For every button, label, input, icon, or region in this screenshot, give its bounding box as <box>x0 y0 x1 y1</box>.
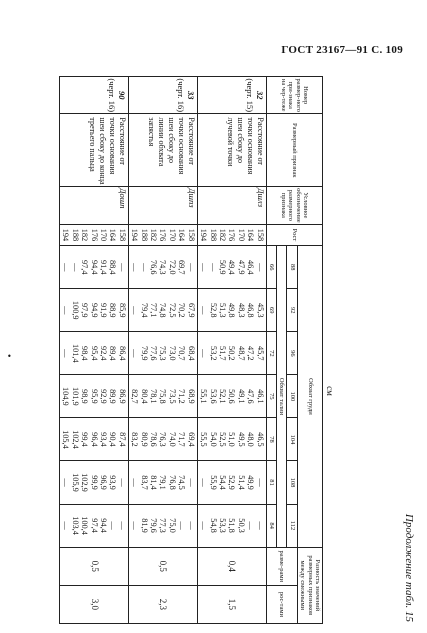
measurement-value: 95,9 <box>89 389 99 404</box>
measurement-value: 103,4 <box>70 516 80 535</box>
col-header-difference: Разность значений размерных признаков между смежными <box>297 547 322 623</box>
measurement-value: 46,1 <box>255 389 265 404</box>
feature-symbol: Дшпз <box>128 187 197 224</box>
height-values <box>197 224 266 246</box>
measurement-value: 51,8 <box>227 518 237 533</box>
difference-heights: 3,0 <box>60 585 129 623</box>
measurement-value: 73,0 <box>167 346 177 361</box>
measurement-value: 54,8 <box>208 518 218 533</box>
height-value: 158 <box>117 228 127 242</box>
measurement-value: 74,5 <box>177 475 187 490</box>
measurement-value: 96,9 <box>99 475 109 490</box>
measurement-value: — <box>255 478 265 487</box>
measurement-value: 97,9 <box>80 302 90 318</box>
measurement-value: 73,5 <box>167 389 177 404</box>
measurement-value: — <box>108 521 118 530</box>
measurement-value: 78,1 <box>149 389 159 404</box>
feature-number <box>197 77 266 114</box>
measurement-value: 100,4 <box>80 516 90 535</box>
measurement-value: — <box>130 521 140 530</box>
measurement-column <box>128 504 197 547</box>
measurement-value: 49,5 <box>236 432 246 447</box>
col-header-chest: Обхват груди <box>297 246 322 547</box>
measurement-column <box>128 246 197 289</box>
measurement-value: 71,2 <box>177 389 187 404</box>
measurement-value: 55,9 <box>208 475 218 490</box>
height-value: 170 <box>167 228 177 242</box>
measurement-value: — <box>130 263 140 272</box>
measurement-value: 98,9 <box>80 389 90 404</box>
measurement-value: 80,9 <box>139 432 149 447</box>
measurement-value: 46,8 <box>246 302 256 318</box>
measurement-value: 76,3 <box>158 432 168 447</box>
chest-value: 92 <box>287 289 297 332</box>
measurement-value: 86,4 <box>117 346 127 361</box>
rotated-table-sheet <box>59 76 415 624</box>
measurement-column <box>128 332 197 375</box>
measurement-value: — <box>208 263 218 272</box>
measurement-value: 76,6 <box>149 260 159 275</box>
measurement-value: 101,9 <box>70 387 80 406</box>
measurement-value: 97,4 <box>89 518 99 533</box>
difference-heights: 2,3 <box>128 585 197 623</box>
measurement-value: 92,4 <box>99 346 109 361</box>
measurement-value: 79,1 <box>158 475 168 490</box>
measurement-column <box>60 332 129 375</box>
feature-symbol: Дошп <box>60 187 129 224</box>
measurement-value: 68,4 <box>186 346 196 361</box>
waist-value: 69 <box>266 289 276 332</box>
measurement-value: 77,6 <box>149 346 159 361</box>
height-value: 176 <box>89 228 99 242</box>
measurement-value: 101,4 <box>70 343 80 363</box>
measurement-value: — <box>61 521 71 530</box>
measurement-value: 74,0 <box>167 432 177 447</box>
height-value: 194 <box>130 228 140 242</box>
height-value: 164 <box>246 228 256 242</box>
measurement-value: 55,1 <box>199 389 209 404</box>
measurement-value: — <box>177 521 187 530</box>
measurement-value: 74,3 <box>158 260 168 275</box>
measurement-value: — <box>255 521 265 530</box>
feature-description: Расстояние от точки основания шеи сбоку до конца третьего пальца <box>60 114 129 187</box>
measurement-value: 72,0 <box>167 260 177 275</box>
measurement-value: 74,8 <box>158 302 168 318</box>
measurement-value: — <box>70 263 80 272</box>
measurement-value: 98,4 <box>80 346 90 361</box>
measurement-value: 88,9 <box>108 302 118 318</box>
col-header-number: Номер размер-ного при-знака на чер-теже <box>266 77 322 114</box>
measurement-value: 53,6 <box>208 389 218 404</box>
measurement-value: 105,4 <box>61 430 71 449</box>
measurement-value: — <box>61 349 71 358</box>
measurement-value: 67,9 <box>186 302 196 318</box>
measurement-value: — <box>130 306 140 315</box>
waist-value: 75 <box>266 375 276 418</box>
measurement-value: 49,4 <box>227 260 237 275</box>
measurement-column <box>197 418 266 461</box>
difference-sizes: 0,5 <box>60 547 129 585</box>
height-values <box>60 224 129 246</box>
chest-value: 108 <box>287 461 297 504</box>
measurement-value: 48,7 <box>236 346 246 361</box>
feature-description: Расстояние от точки основания шеи сбоку до лучевой точки <box>197 114 266 187</box>
measurement-value: — <box>186 521 196 530</box>
chest-value: 104 <box>287 418 297 461</box>
feature-description: Расстояние от точки основания шеи сбоку до линии обхвата запястья <box>128 114 197 187</box>
table-row <box>197 77 266 624</box>
measurement-value: 51,3 <box>217 302 227 318</box>
chest-value: 96 <box>287 332 297 375</box>
measurement-value: 75,3 <box>158 346 168 361</box>
measurement-value: — <box>186 263 196 272</box>
measurement-value: — <box>130 478 140 487</box>
height-values <box>128 224 197 246</box>
measurement-column <box>60 375 129 418</box>
measurement-value: 51,7 <box>217 346 227 361</box>
figure-reference: (черт. 15) <box>244 78 255 113</box>
measurement-column <box>128 461 197 504</box>
feature-number-value: 33 <box>185 90 196 100</box>
measurement-value: 54,4 <box>217 475 227 490</box>
measurement-value: 49,8 <box>227 302 237 318</box>
feature-number <box>60 77 129 114</box>
page-header: ГОСТ 23167—91 С. 109 <box>281 44 403 56</box>
measurement-value: 45,7 <box>255 346 265 361</box>
measurement-value: 75,0 <box>167 518 177 533</box>
measurement-value: 105,9 <box>70 473 80 492</box>
feature-symbol: Дшлз <box>197 187 266 224</box>
measurement-column <box>197 289 266 332</box>
measurement-value: — <box>199 349 209 358</box>
measurement-value: 46,5 <box>255 432 265 447</box>
measurement-value: 72,5 <box>167 302 177 318</box>
measurement-value: 97,4 <box>80 260 90 275</box>
measurement-column <box>197 461 266 504</box>
measurement-value: 104,9 <box>61 387 71 406</box>
measurement-value: 47,2 <box>246 346 256 361</box>
height-value: 194 <box>199 228 209 242</box>
measurement-value: 76,8 <box>167 475 177 490</box>
measurement-value: — <box>117 263 127 272</box>
measurement-value: 49,1 <box>236 389 246 404</box>
measurement-value: 100,9 <box>70 300 80 320</box>
difference-sizes: 0,4 <box>197 547 266 585</box>
measurement-value: 50,2 <box>227 346 237 361</box>
measurement-value: 99,4 <box>80 432 90 447</box>
measurement-column <box>60 418 129 461</box>
measurement-value: 94,4 <box>89 260 99 275</box>
measurement-value: 48,3 <box>236 302 246 318</box>
measurement-value: 48,0 <box>246 432 256 447</box>
measurement-value: 89,4 <box>108 346 118 361</box>
measurement-value: 69,7 <box>177 260 187 275</box>
measurement-value: 51,0 <box>227 432 237 447</box>
measurement-value: — <box>130 349 140 358</box>
measurement-value: 78,6 <box>149 432 159 447</box>
waist-value: 81 <box>266 461 276 504</box>
measurement-value: — <box>186 478 196 487</box>
height-value: 182 <box>217 228 227 242</box>
unit-label: см <box>325 386 335 396</box>
measurement-value: 79,6 <box>149 518 159 533</box>
height-value: 188 <box>208 228 218 242</box>
table-row <box>128 77 197 624</box>
measurement-table <box>59 76 323 624</box>
measurement-value: 50,3 <box>236 518 246 533</box>
col-header-feature: Размерный признак <box>266 114 322 187</box>
measurement-value: 52,8 <box>208 302 218 318</box>
measurement-value: 85,9 <box>117 302 127 318</box>
measurement-value: — <box>61 478 71 487</box>
feature-number-value: 90 <box>116 90 127 100</box>
measurement-value: 91,4 <box>99 260 109 275</box>
measurement-column <box>60 461 129 504</box>
measurement-value: 45,3 <box>255 302 265 318</box>
height-value: 182 <box>149 228 159 242</box>
height-value: 188 <box>139 228 149 242</box>
measurement-value: — <box>246 521 256 530</box>
waist-value: 84 <box>266 504 276 547</box>
height-value: 182 <box>80 228 90 242</box>
measurement-value: 91,9 <box>99 302 109 318</box>
measurement-value: 92,9 <box>99 389 109 404</box>
col-header-symbol: Условное обозначение размерного признака <box>266 187 322 224</box>
measurement-column <box>197 375 266 418</box>
measurement-value: 88,4 <box>108 260 118 275</box>
measurement-column <box>60 289 129 332</box>
table-continuation-title: Продолжение табл. 15 <box>403 513 415 622</box>
measurement-value: 51,4 <box>236 475 246 490</box>
measurement-value: 47,6 <box>246 389 256 404</box>
measurement-value: 50,9 <box>217 260 227 275</box>
measurement-column <box>197 332 266 375</box>
measurement-value: 79,9 <box>139 346 149 361</box>
waist-value: 78 <box>266 418 276 461</box>
height-value: 164 <box>177 228 187 242</box>
height-value: 194 <box>61 228 71 242</box>
measurement-value: 95,4 <box>89 346 99 361</box>
measurement-value: 55,5 <box>199 432 209 447</box>
measurement-value: 90,4 <box>108 432 118 447</box>
measurement-value: 75,8 <box>158 389 168 404</box>
measurement-value: 77,3 <box>158 518 168 533</box>
measurement-value: 93,9 <box>108 475 118 490</box>
difference-heights: 1,5 <box>197 585 266 623</box>
measurement-value: 80,4 <box>139 389 149 404</box>
measurement-column <box>128 375 197 418</box>
chest-value: 100 <box>287 375 297 418</box>
difference-sizes: 0,5 <box>128 547 197 585</box>
measurement-value: 53,3 <box>217 518 227 533</box>
measurement-value: — <box>199 306 209 315</box>
measurement-value: 94,4 <box>99 518 109 533</box>
figure-reference: (черт. 16) <box>175 78 186 113</box>
feature-number-value: 32 <box>254 90 265 100</box>
col-header-waist: Обхват талии <box>276 246 286 547</box>
measurement-value: 102,4 <box>70 430 80 449</box>
measurement-value: 70,7 <box>177 346 187 361</box>
measurement-value: 102,9 <box>80 473 90 492</box>
chest-value: 88 <box>287 246 297 289</box>
measurement-value: 81,9 <box>139 518 149 533</box>
measurement-value: 77,1 <box>149 302 159 318</box>
measurement-value: 54,0 <box>208 432 218 447</box>
measurement-value: — <box>61 306 71 315</box>
measurement-value: — <box>199 521 209 530</box>
measurement-column <box>128 289 197 332</box>
measurement-value: 49,9 <box>246 475 256 490</box>
measurement-value: 50,6 <box>227 389 237 404</box>
measurement-value: 71,7 <box>177 432 187 447</box>
height-value: 158 <box>186 228 196 242</box>
measurement-column <box>60 504 129 547</box>
height-value: 176 <box>158 228 168 242</box>
height-value: 170 <box>99 228 109 242</box>
measurement-value: — <box>117 478 127 487</box>
measurement-value: 52,1 <box>217 389 227 404</box>
measurement-value: 83,2 <box>130 432 140 447</box>
measurement-value: 46,4 <box>246 260 256 275</box>
measurement-column <box>60 246 129 289</box>
chest-value: 112 <box>287 504 297 547</box>
height-value: 164 <box>108 228 118 242</box>
height-value: 176 <box>227 228 237 242</box>
measurement-value: 89,9 <box>108 389 118 404</box>
measurement-value: 81,4 <box>149 475 159 490</box>
figure-reference: (черт. 16) <box>106 78 117 113</box>
measurement-value: 68,9 <box>186 389 196 404</box>
measurement-value: 79,4 <box>139 302 149 318</box>
measurement-value: 94,9 <box>89 302 99 318</box>
measurement-value: 83,7 <box>139 475 149 490</box>
measurement-value: 82,7 <box>130 389 140 404</box>
measurement-value: — <box>117 521 127 530</box>
measurement-value: 70,2 <box>177 302 187 318</box>
measurement-column <box>197 246 266 289</box>
measurement-value: 53,2 <box>208 346 218 361</box>
measurement-value: — <box>199 263 209 272</box>
waist-value: 66 <box>266 246 276 289</box>
measurement-value: — <box>199 478 209 487</box>
table-row <box>60 77 129 624</box>
measurement-value: 52,9 <box>227 475 237 490</box>
measurement-value: 86,9 <box>117 389 127 404</box>
measurement-value: 96,4 <box>89 432 99 447</box>
margin-mark: • <box>7 352 12 361</box>
height-value: 170 <box>236 228 246 242</box>
measurement-value: 52,5 <box>217 432 227 447</box>
measurement-value: 99,9 <box>89 475 99 490</box>
height-value: 158 <box>255 228 265 242</box>
measurement-value: 47,9 <box>236 260 246 275</box>
measurement-column <box>197 504 266 547</box>
measurement-value: 93,4 <box>99 432 109 447</box>
waist-value: 72 <box>266 332 276 375</box>
measurement-value: — <box>255 263 265 272</box>
feature-number <box>128 77 197 114</box>
col-header-diff-heights: рос-тами <box>266 585 297 623</box>
measurement-value: — <box>61 263 71 272</box>
col-header-height: Рост <box>266 224 322 246</box>
measurement-value: — <box>139 263 149 272</box>
measurement-value: 87,4 <box>117 432 127 447</box>
measurement-column <box>128 418 197 461</box>
measurement-value: 69,4 <box>186 432 196 447</box>
height-value: 188 <box>70 228 80 242</box>
col-header-diff-sizes: разме-рами <box>266 547 297 585</box>
